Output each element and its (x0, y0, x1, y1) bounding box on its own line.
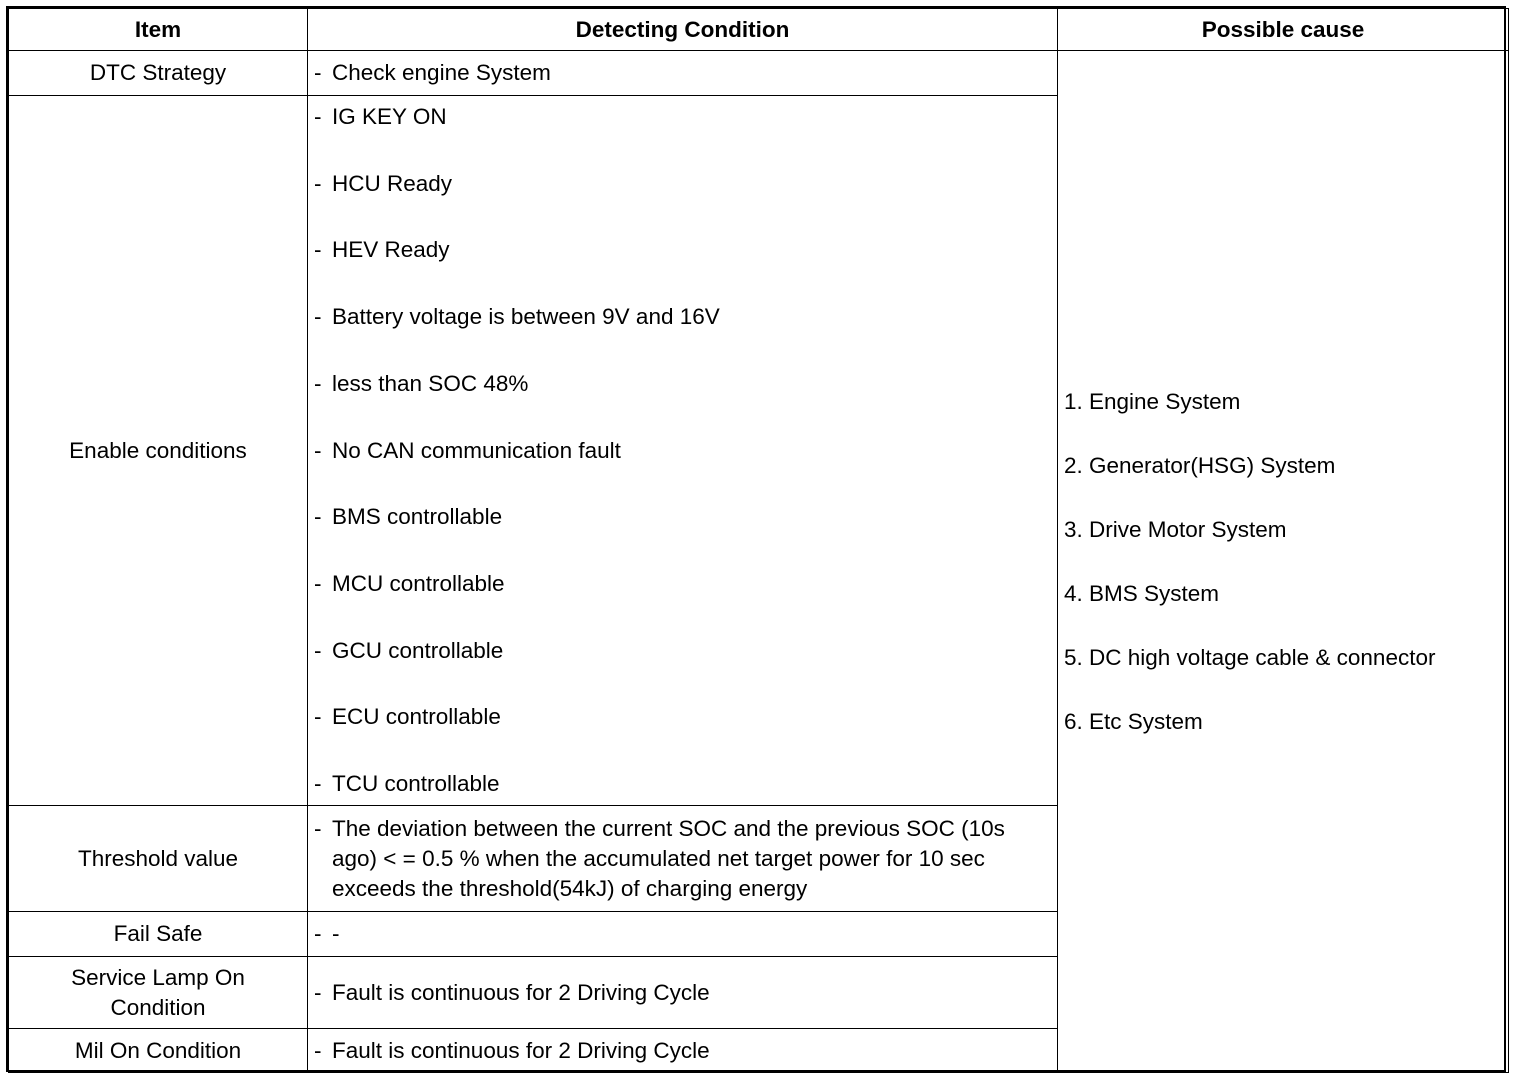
list-item: - HCU Ready (314, 170, 453, 196)
item-dtc-strategy: DTC Strategy (9, 51, 308, 96)
list-item: - No CAN communication fault (314, 437, 621, 463)
cause-item: 4. BMS System (1064, 580, 1220, 606)
cause-item: 1. Engine System (1064, 388, 1241, 414)
condition-dtc-strategy: - Check engine System (308, 51, 1058, 96)
condition-text: Check engine System (332, 60, 551, 85)
list-item: - ECU controllable (314, 704, 501, 730)
cause-item: 5. DC high voltage cable & connector (1064, 644, 1436, 670)
cause-item: 2. Generator(HSG) System (1064, 452, 1336, 478)
dtc-table (8, 8, 1509, 1073)
threshold-text: The deviation between the current SOC and the previous SOC (10s ago) < = 0.5 % when the accumulated net target power for 10 sec exceeds the threshold(54kJ) of charging energy (332, 815, 1005, 901)
item-threshold-value: Threshold value (9, 806, 308, 912)
item-enable-conditions: Enable conditions (9, 96, 308, 806)
list-item: - HEV Ready (314, 237, 450, 263)
cause-item: 6. Etc System (1064, 708, 1203, 734)
possible-cause-cell (1058, 51, 1509, 1073)
list-item: - TCU controllable (314, 770, 500, 796)
condition-threshold: - The deviation between the current SOC and the previous SOC (10s ago) < = 0.5 % when the accumulated net target power for 10 sec exceeds the threshold(54kJ) of charging energy (308, 806, 1058, 912)
condition-mil-on: - Fault is continuous for 2 Driving Cycle (308, 1029, 1058, 1073)
list-item: - less than SOC 48% (314, 370, 529, 396)
list-item: - Battery voltage is between 9V and 16V (314, 304, 720, 330)
list-item: - IG KEY ON (314, 104, 447, 130)
item-mil-on: Mil On Condition (9, 1029, 308, 1073)
header-possible-cause: Possible cause (1058, 9, 1509, 51)
header-detecting-condition: Detecting Condition (308, 9, 1058, 51)
table-row-dtc-strategy (9, 51, 1509, 96)
list-item: - GCU controllable (314, 637, 504, 663)
condition-service-lamp: - Fault is continuous for 2 Driving Cycle (308, 957, 1058, 1029)
condition-enable-list (308, 96, 1058, 806)
list-item: - BMS controllable (314, 504, 503, 530)
dtc-table-sheet (6, 6, 1506, 1072)
condition-fail-safe: - - (308, 912, 1058, 957)
item-service-lamp: Service Lamp On Condition (9, 957, 308, 1029)
list-item: - MCU controllable (314, 570, 505, 596)
item-fail-safe: Fail Safe (9, 912, 308, 957)
header-item: Item (9, 9, 308, 51)
table-header-row (9, 9, 1509, 51)
cause-item: 3. Drive Motor System (1064, 516, 1287, 542)
